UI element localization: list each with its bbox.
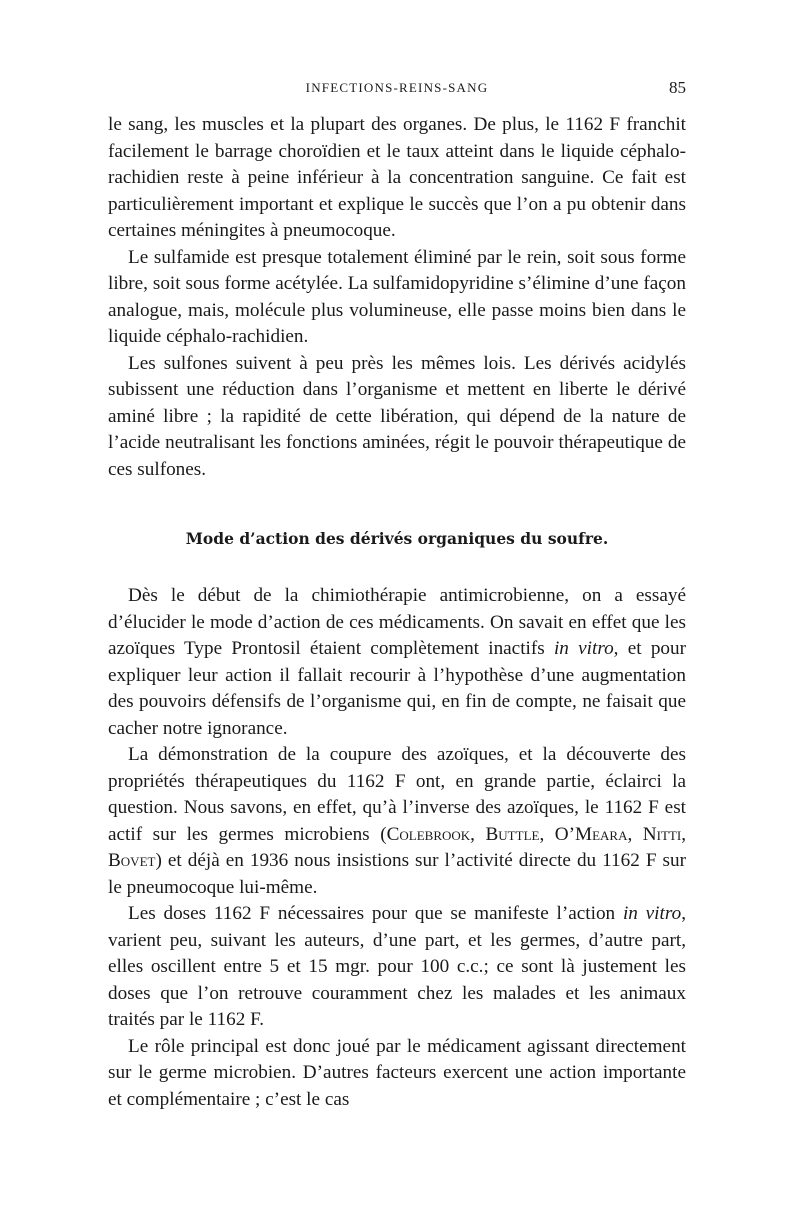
book-page [108,74,686,1113]
text-span: ) et déjà en 1936 nous insistions sur l’activité directe du 1162 F sur le pneumocoque lui-même. [108,850,686,898]
text-span: , varient peu, suivant les auteurs, d’une part, et les germes, d’autre part, elles oscillent entre 5 et 15 mgr. pour 100 c.c.; ce sont là justement les doses que l’on retrouve couramment chez les malades et les animaux traités par le 1162 F. [108,903,686,1030]
paragraph-role-principal: Le rôle principal est donc joué par le médicament agissant directement sur le germe microbien. D’autres facteurs exercent une action importante et complémentaire ; c’est le cas [108,1035,686,1110]
running-head: INFECTIONS-REINS-SANG [305,80,489,95]
text-span: Dès le début de la chimiothérapie antimicrobienne, on a essayé d’élucider le mode d’action de ces médicaments. On savait en effet que les azoïques Type Prontosil étaient complètement inactifs [108,585,686,659]
page-header [108,74,686,102]
page-number: 85 [669,78,686,97]
paragraph-sulfones: Les sulfones suivent à peu près les mêmes lois. Les dérivés acidylés subissent une réduction dans l’organisme et mettent en liberte le dérivé aminé libre ; la rapidité de cette libération, qui dépend de la nature de l’acide neutralisant les fonctions aminées, régit le pouvoir thérapeutique de ces sulfones. [108,352,686,480]
text-span: , et pour expliquer leur action il fallait recourir à l’hypothèse d’une augmentation des pouvoirs défensifs de l’organisme qui, en fin de compte, ne faisait que cacher notre ignorance. [108,638,686,739]
italic-term: in vitro [553,638,614,659]
author-names: Colebrook, Buttle, O’Meara, Nitti, Bovet [108,823,687,871]
text-span: La démonstration de la coupure des azoïques, et la découverte des propriétés thérapeutiques du 1162 F ont, en grande partie, éclairci la question. Nous savons, en effet, qu’à l’inverse des azoïques, le 1162 F est actif sur les germes microbiens ( [108,744,686,845]
italic-term: in vitro [622,903,682,924]
paragraph-doses [108,901,686,1034]
paragraph-sulfamide: Le sulfamide est presque totalement éliminé par le rein, soit sous forme libre, soit sous forme acétylée. La sulfamidopyridine s’élimine d’une façon analogue, mais, molécule plus volumineuse, elle passe moins bien dans le liquide céphalo-rachidien. [108,246,686,347]
section-title: Mode d’action des dérivés organiques du soufre. [185,529,609,548]
paragraph-demonstration [108,742,686,901]
paragraph-continued: le sang, les muscles et la plupart des organes. De plus, le 1162 F franchit facilement le barrage choroïdien et le taux atteint dans le liquide céphalo-rachidien reste à peine inférieur à la concentration sanguine. Ce fait est particulièrement important et explique le succès que l’on a pu obtenir dans certaines méningites à pneumocoque. [108,114,686,241]
paragraph-chimiotherapie [108,583,686,742]
body-text [108,112,686,1113]
text-span: Les doses 1162 F nécessaires pour que se manifeste l’action [128,903,623,924]
